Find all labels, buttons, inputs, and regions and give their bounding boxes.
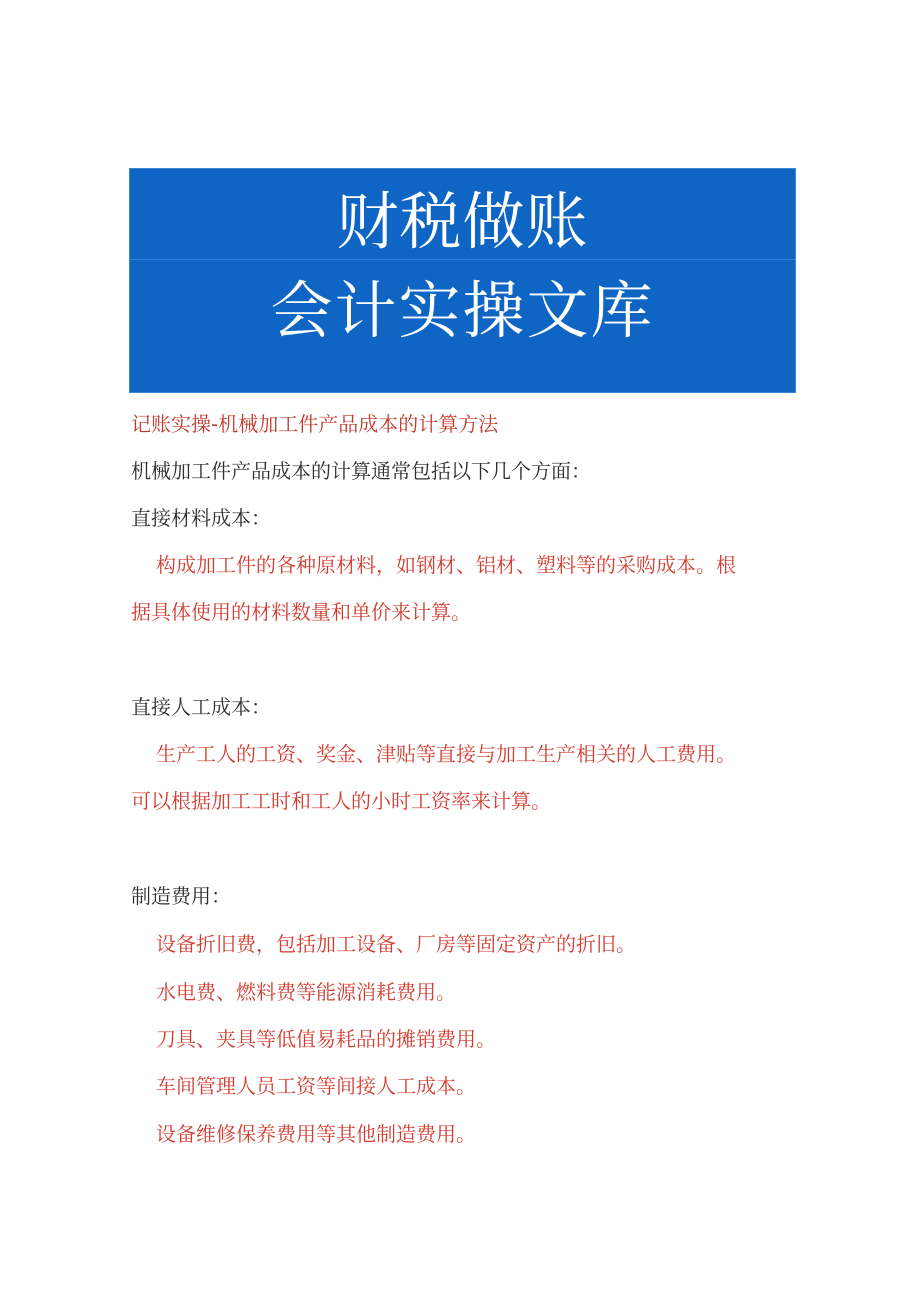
section-heading-manufacturing-overhead: 制造费用： [131, 884, 231, 908]
section-body-direct-labor-line1: 生产工人的工资、奖金、津贴等直接与加工生产相关的人工费用。 [156, 742, 736, 766]
intro-text: 机械加工件产品成本的计算通常包括以下几个方面： [131, 459, 591, 483]
section-body-direct-materials-line2: 据具体使用的材料数量和单价来计算。 [131, 600, 471, 624]
section-heading-direct-labor: 直接人工成本： [131, 695, 271, 719]
banner-title-line2: 会计实操文库 [270, 274, 655, 347]
section-body-direct-labor-line2: 可以根据加工工时和工人的小时工资率来计算。 [131, 789, 551, 813]
banner-divider [130, 259, 795, 260]
banner-title-line1: 财税做账 [336, 185, 589, 258]
list-item: 刀具、夹具等低值易耗品的摊销费用。 [156, 1027, 496, 1051]
article-title: 记账实操-机械加工件产品成本的计算方法 [131, 412, 499, 436]
list-item: 水电费、燃料费等能源消耗费用。 [156, 980, 456, 1004]
list-item: 车间管理人员工资等间接人工成本。 [156, 1074, 476, 1098]
section-heading-direct-materials: 直接材料成本： [131, 506, 271, 530]
section-body-direct-materials-line1: 构成加工件的各种原材料，如钢材、铝材、塑料等的采购成本。根 [156, 553, 736, 577]
list-item: 设备折旧费，包括加工设备、厂房等固定资产的折旧。 [156, 932, 636, 956]
list-item: 设备维修保养费用等其他制造费用。 [156, 1122, 476, 1146]
cover-banner [129, 168, 796, 393]
